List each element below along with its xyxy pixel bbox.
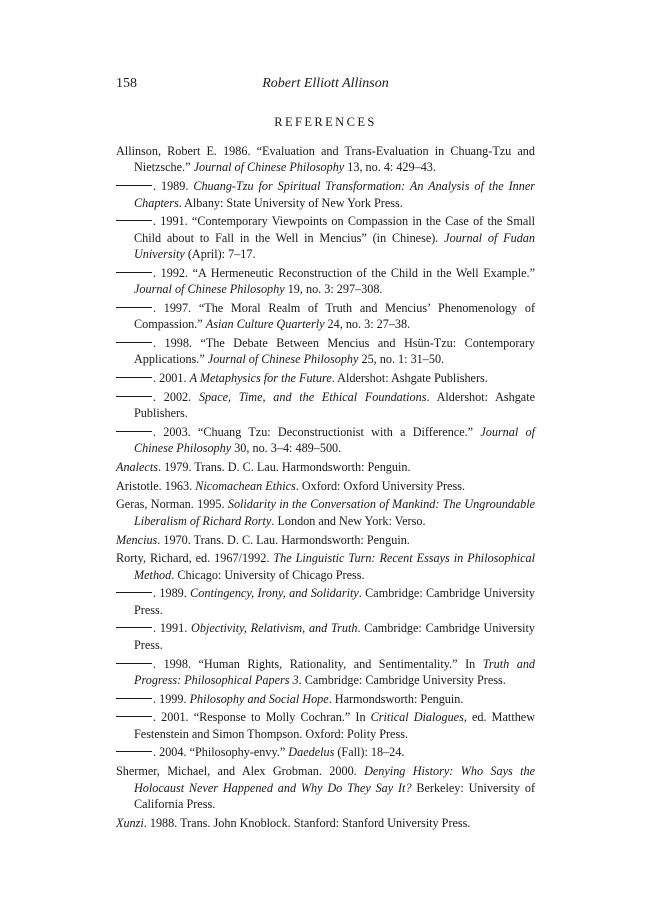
reference-text: 24, no. 3: 27–38. (324, 317, 411, 332)
reference-text: 30, no. 3–4: 489–500. (231, 441, 342, 456)
reference-entry (116, 178, 535, 211)
reference-text: , ed. Matthew Festenstein and Simon Thompson. Oxford: Polity Press. (134, 710, 536, 741)
reference-entry (116, 335, 535, 368)
reference-title-italic: Journal of Chinese Philosophy (134, 282, 285, 297)
reference-text: 13, no. 4: 429–43. (344, 160, 436, 175)
reference-text: Berkeley: University of California Press. (134, 780, 535, 811)
reference-entry (116, 744, 535, 760)
repeat-author-dash (116, 592, 152, 593)
reference-text: . 1991. “Contemporary Viewpoints on Compassion in the Case of the Small Child about to Fall in the Well in Mencius” (in Chinese). (134, 214, 535, 245)
reference-text: (April): 7–17. (184, 247, 256, 262)
reference-title-italic: Denying History: Who Says the Holocaust Never Happened and Why Do They Say It? (134, 764, 536, 795)
page-number: 158 (116, 76, 137, 91)
reference-text: Aristotle. 1963. (116, 478, 196, 493)
reference-text: . Albany: State University of New York Press. (178, 195, 403, 210)
reference-title-italic: Daedelus (288, 745, 335, 760)
reference-entry (116, 300, 535, 333)
reference-text: . Cambridge: Cambridge University Press. (298, 672, 506, 687)
reference-text: 19, no. 3: 297–308. (284, 282, 383, 297)
reference-title-italic: A Metaphysics for the Future (189, 371, 332, 386)
reference-text: . Chicago: University of Chicago Press. (171, 567, 365, 582)
reference-text: . 1999. (153, 691, 190, 706)
reference-text: Allinson, Robert E. 1986. “Evaluation and Trans-Evaluation in Chuang-Tzu and Nietzsche.” (116, 144, 535, 175)
repeat-author-dash (116, 307, 152, 308)
reference-entry (116, 763, 535, 812)
reference-text: . 1970. Trans. D. C. Lau. Harmondsworth: Penguin. (157, 532, 410, 547)
repeat-author-dash (116, 716, 152, 717)
reference-text: . Cambridge: Cambridge University Press. (134, 586, 535, 617)
reference-text: . 1998. “The Debate Between Mencius and Hsün-Tzu: Contemporary Applications.” (134, 335, 535, 367)
reference-title-italic: Truth and Progress: Philosophical Papers 3 (134, 656, 536, 687)
reference-text: . Aldershot: Ashgate Publishers. (134, 389, 536, 421)
reference-text: Shermer, Michael, and Alex Grobman. 2000. (116, 764, 365, 779)
reference-entry (116, 691, 535, 707)
reference-text: . 1989. (153, 586, 191, 601)
reference-text: 25, no. 1: 31–50. (358, 352, 445, 367)
repeat-author-dash (116, 698, 152, 699)
reference-text: . Oxford: Oxford University Press. (295, 478, 466, 493)
repeat-author-dash (116, 377, 152, 378)
reference-entry (116, 550, 535, 583)
reference-entry (116, 815, 535, 831)
repeat-author-dash (116, 627, 152, 628)
reference-title-italic: Contingency, Irony, and Solidarity (190, 586, 359, 601)
repeat-author-dash (116, 185, 152, 186)
reference-text: . Aldershot: Ashgate Publishers. (331, 371, 488, 386)
repeat-author-dash (116, 342, 152, 343)
reference-title-italic: Journal of Chinese Philosophy (134, 424, 535, 456)
reference-title-italic: Solidarity in the Conversation of Mankind: The Ungroundable Liberalism of Richard Rorty (134, 497, 535, 528)
repeat-author-dash (116, 431, 152, 432)
reference-title-italic: Objectivity, Relativism, and Truth (191, 621, 358, 636)
reference-title-italic: Chuang-Tzu for Spiritual Transformation: An Analysis of the Inner Chapters (134, 179, 535, 210)
reference-entry (116, 389, 535, 422)
reference-title-italic: Space, Time, and the Ethical Foundations (198, 389, 427, 404)
repeat-author-dash (116, 751, 152, 752)
reference-title-italic: Mencius (116, 532, 158, 547)
reference-text: . 1991. (153, 621, 192, 636)
reference-entry (116, 370, 535, 386)
repeat-author-dash (116, 663, 152, 664)
reference-title-italic: Philosophy and Social Hope (189, 691, 329, 706)
reference-text: . 1992. “A Hermeneutic Reconstruction of the Child in the Well Example.” (153, 265, 535, 280)
reference-entry (116, 265, 535, 298)
reference-text: . 2002. (153, 389, 199, 404)
reference-entry (116, 143, 535, 176)
reference-entry (116, 213, 535, 262)
reference-text: . Cambridge: Cambridge University Press. (134, 621, 535, 652)
reference-title-italic: Xunzi (116, 815, 144, 830)
reference-title-italic: Critical Dialogues (370, 710, 464, 725)
reference-entry (116, 424, 535, 457)
reference-title-italic: Journal of Fudan University (134, 230, 535, 262)
reference-text: . 2003. “Chuang Tzu: Deconstructionist with a Difference.” (153, 424, 481, 439)
reference-entry (116, 459, 535, 475)
reference-text: . 2001. “Response to Molly Cochran.” In (153, 710, 371, 725)
reference-title-italic: The Linguistic Turn: Recent Essays in Philosophical Method (134, 551, 535, 582)
reference-text: . 1989. (153, 179, 194, 194)
repeat-author-dash (116, 220, 152, 221)
reference-text: . 2004. “Philosophy-envy.” (153, 745, 289, 760)
reference-entry (116, 585, 535, 618)
reference-text: Geras, Norman. 1995. (116, 497, 228, 512)
section-title: REFERENCES (274, 115, 377, 129)
repeat-author-dash (116, 396, 152, 397)
reference-text: . Harmondsworth: Penguin. (328, 691, 464, 706)
reference-title-italic: Analects (116, 459, 158, 474)
reference-text: . 2001. (153, 371, 190, 386)
reference-entry (116, 532, 535, 548)
repeat-author-dash (116, 272, 152, 273)
reference-entry (116, 478, 535, 494)
reference-text: (Fall): 18–24. (334, 745, 405, 760)
reference-text: . London and New York: Verso. (271, 513, 426, 528)
reference-title-italic: Journal of Chinese Philosophy (207, 352, 359, 367)
reference-entry (116, 620, 535, 653)
reference-entry (116, 656, 535, 689)
page-header (116, 76, 535, 96)
reference-text: . 1979. Trans. D. C. Lau. Harmondsworth: Penguin. (157, 459, 411, 474)
reference-text: . 1988. Trans. John Knoblock. Stanford: Stanford University Press. (143, 815, 471, 830)
reference-entry (116, 496, 535, 529)
reference-title-italic: Journal of Chinese Philosophy (193, 160, 345, 175)
reference-list (116, 143, 535, 833)
reference-title-italic: Asian Culture Quarterly (205, 317, 325, 332)
reference-title-italic: Nicomachean Ethics (195, 478, 296, 493)
reference-text: . 1997. “The Moral Realm of Truth and Mencius’ Phenomenology of Compassion.” (134, 300, 535, 332)
reference-entry (116, 709, 535, 742)
running-head: Robert Elliott Allinson (262, 76, 389, 91)
reference-text: Rorty, Richard, ed. 1967/1992. (116, 551, 274, 566)
reference-text: . 1998. “Human Rights, Rationality, and Sentimentality.” In (153, 656, 483, 671)
